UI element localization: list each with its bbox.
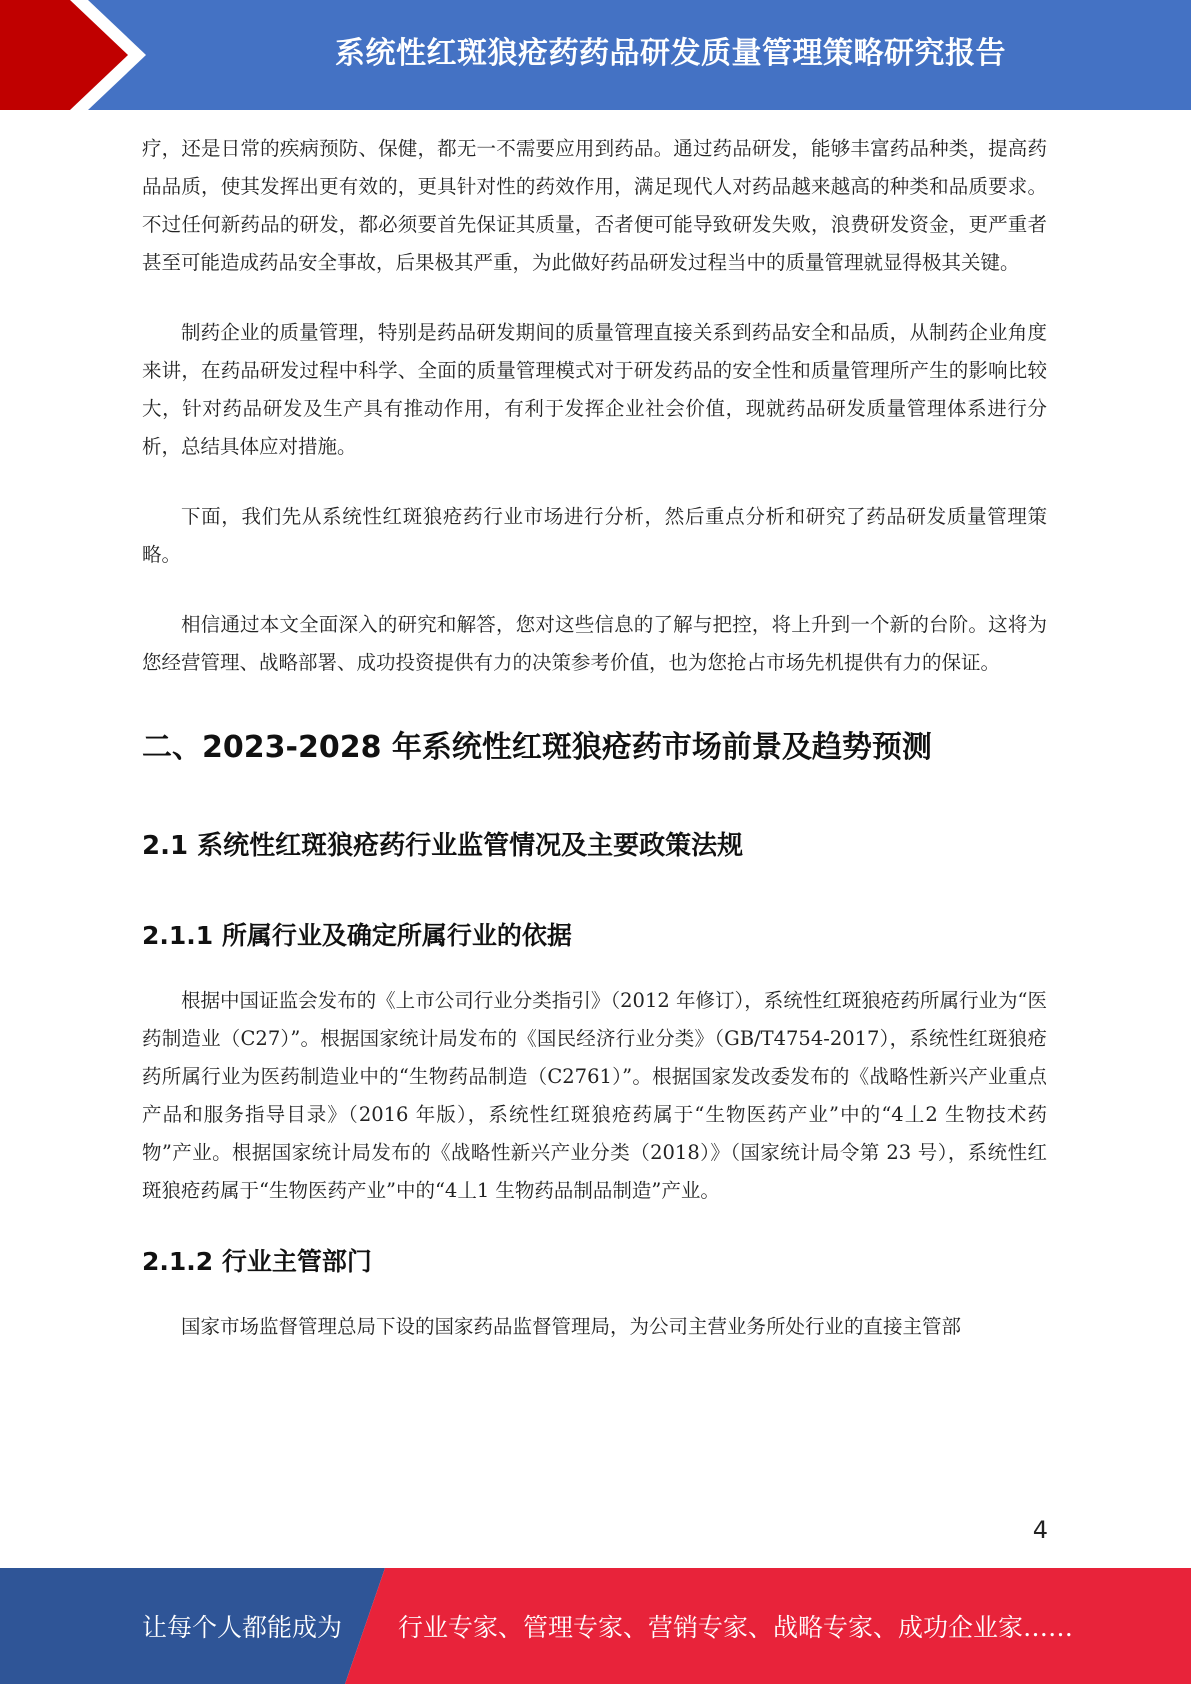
page-header xyxy=(0,0,1191,110)
header-title: 系统性红斑狼疮药药品研发质量管理策略研究报告 xyxy=(335,36,1006,71)
subsub-heading-authority: 2.1.2 行业主管部门 xyxy=(142,1247,372,1276)
paragraph-overview: 下面，我们先从系统性红斑狼疮药行业市场进行分析，然后重点分析和研究了药品研发质量管理策略。 xyxy=(142,505,1047,566)
header-arrow-decoration xyxy=(0,0,160,110)
page-number: 4 xyxy=(1032,1516,1048,1544)
paragraph-intro-continued: 疗，还是日常的疾病预防、保健，都无一不需要应用到药品。通过药品研发，能够丰富药品种类，提高药品品质，使其发挥出更有效的，更具针对性的药效作用，满足现代人对药品越来越高的种类和品质要求。不过任何新药品的研发，都必须要首先保证其质量，否者便可能导致研发失败，浪费研发资金，更严重者甚至可能造成药品安全事故，后果极其严重，为此做好药品研发过程当中的质量管理就显得极其关键。 xyxy=(142,137,1047,274)
paragraph-value: 相信通过本文全面深入的研究和解答，您对这些信息的了解与把控，将上升到一个新的台阶。这将为您经营管理、战略部署、成功投资提供有力的决策参考价值，也为您抢占市场先机提供有力的保证。 xyxy=(142,613,1047,674)
page-footer xyxy=(0,1568,1191,1684)
subsub-heading-industry: 2.1.1 所属行业及确定所属行业的依据 xyxy=(142,921,572,950)
paragraph-industry-classification: 根据中国证监会发布的《上市公司行业分类指引》（2012 年修订），系统性红斑狼疮药所属行业为“医药制造业（C27）”。根据国家统计局发布的《国民经济行业分类》（GB/T4754-2017），系统性红斑狼疮药所属行业为医药制造业中的“生物药品制造（C2761）”。根据国家发改委发布的《战略性新兴产业重点产品和服务指导目录》（2016 年版），系统性红斑狼疮药属于“生物医药产业”中的“4丄2 生物技术药物”产业。根据国家统计局发布的《战略性新兴产业分类（2018）》（国家统计局令第 23 号），系统性红斑狼疮药属于“生物医药产业”中的“4丄1 生物药品制品制造”产业。 xyxy=(142,989,1047,1202)
paragraph-quality-management: 制药企业的质量管理，特别是药品研发期间的质量管理直接关系到药品安全和品质，从制药企业角度来讲，在药品研发过程中科学、全面的质量管理模式对于研发药品的安全性和质量管理所产生的影响比较大，针对药品研发及生产具有推动作用，有利于发挥企业社会价值，现就药品研发质量管理体系进行分析，总结具体应对措施。 xyxy=(142,321,1047,458)
section-heading: 二、2023-2028 年系统性红斑狼疮药市场前景及趋势预测 xyxy=(142,730,932,765)
sub-heading: 2.1 系统性红斑狼疮药行业监管情况及主要政策法规 xyxy=(142,831,744,861)
footer-slogan-right: 行业专家、管理专家、营销专家、战略专家、成功企业家…… xyxy=(398,1613,1074,1642)
footer-slogan-left: 让每个人都能成为 xyxy=(142,1613,343,1642)
paragraph-authority: 国家市场监督管理总局下设的国家药品监督管理局，为公司主营业务所处行业的直接主管部 xyxy=(181,1315,962,1338)
document-body xyxy=(142,130,1047,1378)
